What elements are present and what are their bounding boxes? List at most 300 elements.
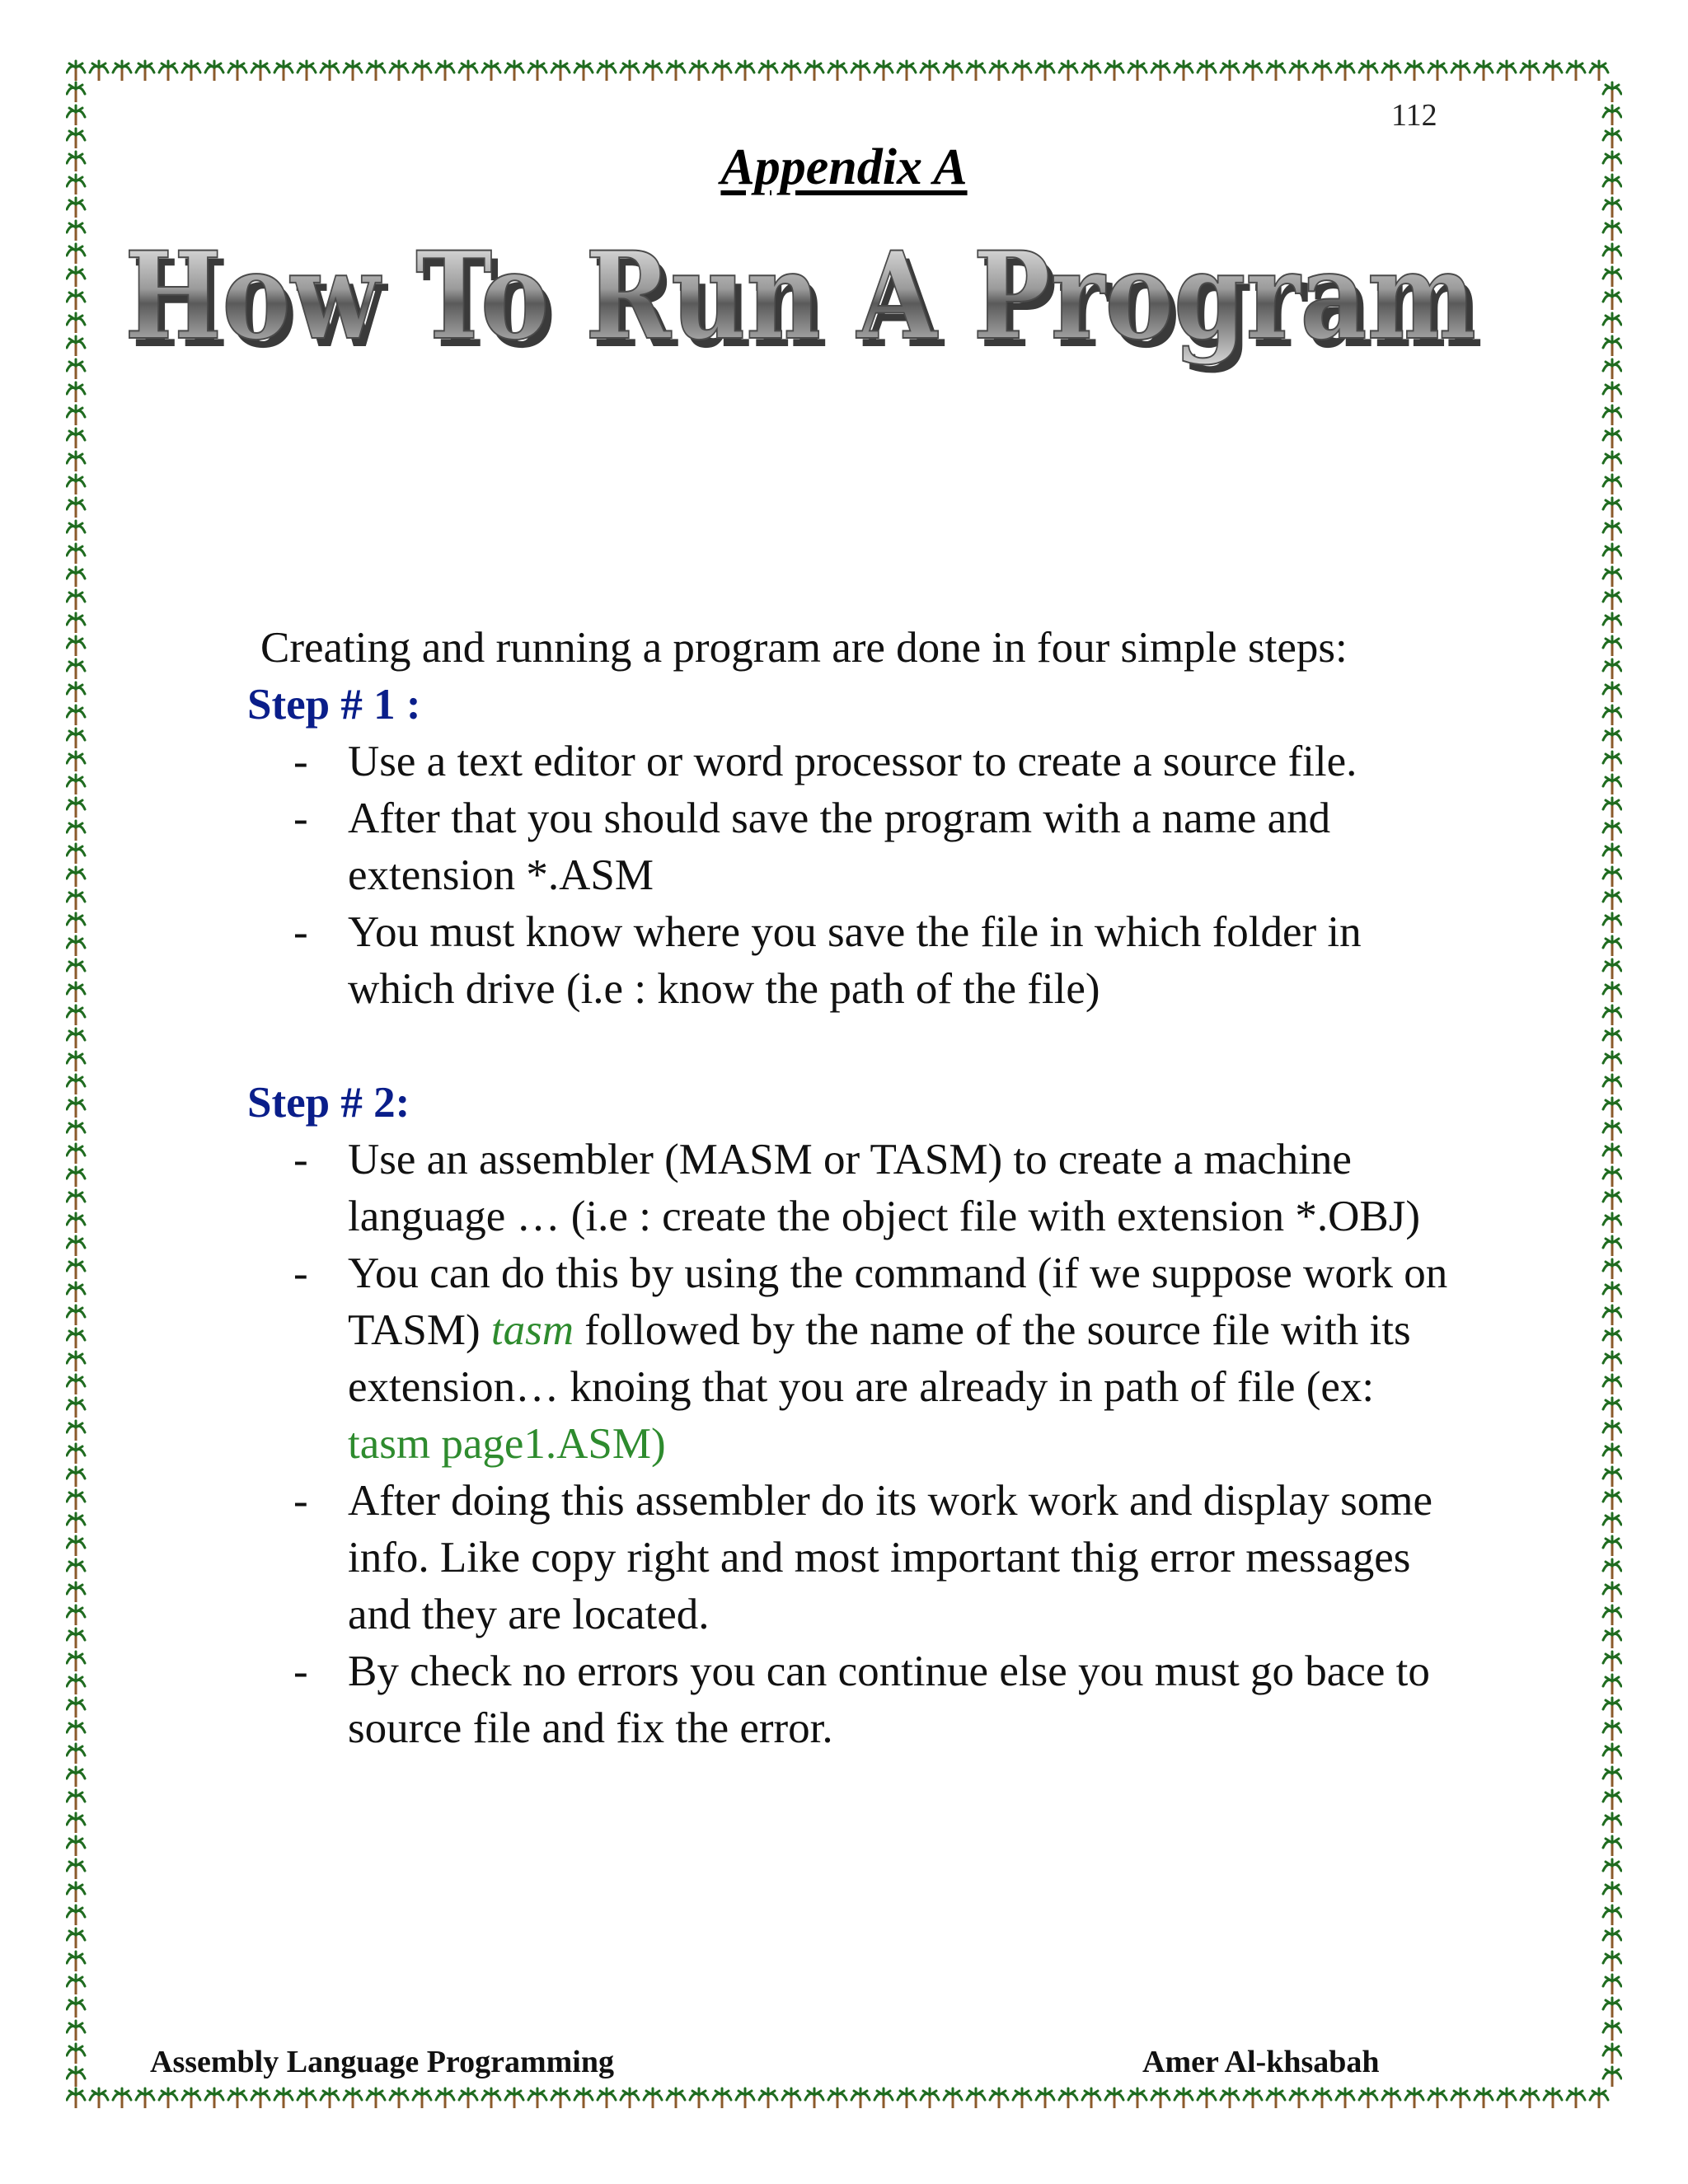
palm-tree-icon [967,2088,985,2108]
palm-tree-icon [1603,1421,1621,1441]
palm-tree-icon [67,1167,85,1187]
palm-tree-icon [67,1121,85,1141]
palm-tree-icon [1151,61,1170,81]
step-1-heading: Step # 1 : [247,681,421,729]
palm-tree-icon [551,2088,570,2108]
palm-tree-icon [1603,1167,1621,1187]
palm-tree-icon [1128,61,1146,81]
palm-tree-icon [1603,913,1621,933]
palm-tree-icon [1603,1052,1621,1071]
palm-tree-icon [1603,821,1621,841]
palm-tree-icon [1267,2088,1285,2108]
palm-tree-icon [67,1029,85,1048]
palm-tree-icon [1267,61,1285,81]
palm-tree-icon [67,313,85,333]
palm-tree-icon [67,1490,85,1510]
palm-tree-icon [621,2088,639,2108]
palm-tree-icon [1603,1029,1621,1048]
palm-tree-icon [67,1813,85,1833]
palm-tree-icon [67,244,85,264]
palm-tree-icon [67,1190,85,1210]
palm-tree-icon [1544,61,1562,81]
palm-tree-icon [1290,61,1308,81]
step-2-heading: Step # 2: [247,1079,410,1127]
palm-tree-icon [67,2067,85,2087]
palm-tree-icon [67,1905,85,1925]
palm-tree-icon [90,61,108,81]
palm-tree-icon [1603,1305,1621,1325]
palm-tree-icon [690,61,708,81]
palm-tree-icon [1382,61,1400,81]
palm-tree-icon [1175,2088,1193,2108]
palm-tree-icon [1603,1836,1621,1856]
palm-tree-icon [67,1213,85,1233]
palm-tree-icon [459,2088,477,2108]
palm-tree-icon [67,1790,85,1810]
palm-tree-icon [828,61,846,81]
palm-tree-icon [1603,844,1621,864]
palm-tree-icon [1105,2088,1123,2108]
palm-tree-icon [67,1998,85,2018]
palm-tree-icon [1603,1605,1621,1625]
palm-tree-icon [1603,244,1621,264]
palm-tree-icon [1013,2088,1031,2108]
palm-tree-icon [367,61,385,81]
palm-tree-icon [344,61,362,81]
palm-tree-icon [782,61,800,81]
palm-tree-icon [1603,1698,1621,1718]
palm-tree-icon [1603,567,1621,587]
palm-tree-icon [1175,61,1193,81]
palm-tree-icon [1603,1213,1621,1233]
palm-tree-icon [67,359,85,379]
palm-tree-icon [1603,798,1621,818]
palm-tree-icon [67,105,85,125]
step-1-list [247,733,1467,1018]
tasm-example: tasm page1.ASM) [348,1420,666,1468]
palm-tree-icon [1603,313,1621,333]
palm-tree-icon [713,61,731,81]
palm-tree-icon [67,1513,85,1533]
palm-tree-icon [898,2088,916,2108]
palm-tree-icon [67,821,85,841]
palm-tree-icon [551,61,570,81]
palm-tree-icon [1603,2044,1621,2064]
palm-tree-icon [67,521,85,541]
palm-tree-icon [90,2088,108,2108]
palm-tree-icon [1405,2088,1423,2108]
palm-tree-icon [67,290,85,310]
palm-tree-icon [67,1582,85,1602]
palm-tree-icon [1603,521,1621,541]
palm-tree-icon [1603,198,1621,218]
wordart-title [120,223,1504,387]
palm-tree-icon [1603,1652,1621,1671]
palm-tree-icon [1603,1075,1621,1094]
palm-tree-icon [967,61,985,81]
palm-tree-icon [67,1975,85,1994]
palm-tree-icon [1198,61,1216,81]
palm-tree-icon [1603,982,1621,1002]
palm-tree-icon [274,2088,293,2108]
palm-tree-icon [67,1929,85,1948]
step-2-list [247,1132,1467,1757]
palm-tree-icon [1603,1375,1621,1394]
palm-tree-icon [1603,544,1621,564]
palm-tree-icon [67,1652,85,1671]
palm-tree-icon [251,2088,270,2108]
palm-tree-icon [874,61,893,81]
palm-tree-icon [1521,61,1539,81]
palm-tree-icon [67,1352,85,1371]
palm-tree-icon [67,1559,85,1579]
palm-tree-icon [1603,1259,1621,1279]
palm-tree-icon [1151,2088,1170,2108]
palm-tree-icon [1603,429,1621,448]
palm-tree-icon [1603,959,1621,979]
palm-tree-icon [1603,1629,1621,1648]
palm-tree-icon [1603,1490,1621,1510]
palm-tree-icon [921,61,939,81]
palm-tree-icon [113,61,131,81]
palm-tree-icon [67,1052,85,1071]
palm-tree-icon [67,2021,85,2041]
palm-tree-icon [67,1605,85,1625]
palm-tree-icon [1382,2088,1400,2108]
palm-tree-icon [1603,82,1621,102]
palm-tree-icon [505,2088,523,2108]
palm-tree-icon [1603,267,1621,287]
palm-tree-icon [1244,61,1262,81]
palm-tree-icon [228,61,246,81]
palm-tree-icon [251,61,270,81]
palm-tree-icon [1105,61,1123,81]
palm-tree-icon [321,2088,339,2108]
palm-tree-icon [1603,1444,1621,1464]
palm-tree-icon [713,2088,731,2108]
palm-tree-icon [67,1952,85,1971]
palm-tree-icon [921,2088,939,2108]
palm-tree-icon [159,2088,177,2108]
palm-tree-icon [598,61,616,81]
palm-tree-icon [436,2088,454,2108]
palm-tree-icon [67,729,85,748]
appendix-title: Appendix A [720,139,968,195]
palm-tree-icon [67,1767,85,1787]
palm-tree-icon [67,1444,85,1464]
palm-tree-icon [759,2088,777,2108]
palm-tree-icon [1603,1675,1621,1694]
palm-tree-icon [1603,1721,1621,1741]
main-content [247,620,1467,1757]
palm-tree-icon [67,61,85,81]
palm-tree-icon [459,61,477,81]
palm-tree-icon [67,429,85,448]
palm-tree-icon [828,2088,846,2108]
palm-tree-icon [67,913,85,933]
palm-tree-icon [67,636,85,656]
palm-tree-icon [574,2088,593,2108]
palm-tree-icon [1603,1398,1621,1418]
palm-tree-icon [67,1421,85,1441]
palm-tree-icon [67,1836,85,1856]
palm-tree-icon [1603,1744,1621,1764]
wordart-shadow: How To Run A Program [131,234,1483,375]
palm-tree-icon [1603,2021,1621,2041]
palm-tree-icon [1603,1813,1621,1833]
palm-tree-icon [67,659,85,679]
palm-tree-icon [67,336,85,356]
list-item: - Use a text editor or word processor to create a source file. [293,738,1357,785]
palm-tree-icon [990,61,1008,81]
palm-tree-icon [67,405,85,425]
palm-tree-icon [944,2088,962,2108]
palm-tree-icon [67,1005,85,1025]
palm-tree-icon [1336,2088,1354,2108]
palm-tree-icon [1603,1236,1621,1256]
page-number: 112 [1391,98,1437,133]
palm-tree-icon [1603,752,1621,771]
palm-tree-icon [1244,2088,1262,2108]
palm-tree-icon [1221,2088,1239,2108]
palm-tree-icon [1036,2088,1054,2108]
list-item: - After doing this assembler do its work work and display some info. Like copy right and most important thig error messages and they are located. [293,1477,1432,1638]
palm-tree-icon [67,2044,85,2064]
palm-tree-icon [1128,2088,1146,2108]
palm-tree-icon [113,2088,131,2108]
palm-tree-icon [528,61,546,81]
palm-tree-icon [67,1236,85,1256]
palm-tree-icon [67,1698,85,1718]
palm-tree-icon [182,61,200,81]
palm-tree-icon [1359,61,1377,81]
palm-tree-icon [67,844,85,864]
palm-tree-icon [1590,2088,1608,2108]
palm-tree-icon [1082,2088,1100,2108]
palm-tree-icon [67,1744,85,1764]
palm-tree-icon [1498,2088,1516,2108]
palm-tree-icon [1082,61,1100,81]
palm-tree-icon [482,2088,500,2108]
palm-tree-icon [528,2088,546,2108]
palm-tree-icon [182,2088,200,2108]
palm-tree-icon [1603,1190,1621,1210]
palm-tree-icon [67,798,85,818]
palm-tree-icon [759,61,777,81]
palm-tree-icon [67,1675,85,1694]
tasm-command: tasm [490,1306,574,1354]
palm-tree-icon [621,61,639,81]
palm-tree-icon [67,1629,85,1648]
palm-tree-icon [1603,936,1621,956]
palm-tree-icon [1603,1975,1621,1994]
palm-tree-icon [1603,105,1621,125]
palm-tree-icon [598,2088,616,2108]
palm-tree-icon [1603,405,1621,425]
palm-tree-icon [898,61,916,81]
palm-tree-icon [67,682,85,702]
palm-tree-icon [344,2088,362,2108]
palm-tree-icon [1603,1998,1621,2018]
palm-tree-icon [67,498,85,518]
palm-tree-icon [1336,61,1354,81]
palm-tree-icon [1603,682,1621,702]
palm-tree-icon [1475,61,1493,81]
palm-tree-icon [1313,2088,1331,2108]
palm-tree-icon [1013,61,1031,81]
palm-tree-icon [67,198,85,218]
palm-tree-icon [67,1144,85,1164]
palm-tree-icon [1603,1005,1621,1025]
palm-tree-icon [1603,636,1621,656]
palm-tree-icon [1603,290,1621,310]
palm-tree-icon [136,61,154,81]
intro-paragraph: Creating and running a program are done in four simple steps: [260,624,1348,672]
palm-tree-icon [1603,498,1621,518]
palm-tree-icon [205,2088,223,2108]
palm-tree-icon [805,2088,823,2108]
palm-tree-icon [667,2088,685,2108]
palm-tree-icon [1590,61,1608,81]
palm-tree-icon [1603,221,1621,241]
palm-tree-icon [67,1467,85,1487]
palm-tree-icon [1603,775,1621,794]
palm-tree-icon [1428,2088,1447,2108]
palm-tree-icon [67,1859,85,1879]
palm-tree-icon [67,982,85,1002]
palm-tree-icon [1603,336,1621,356]
palm-tree-icon [505,61,523,81]
palm-tree-icon [736,2088,754,2108]
palm-tree-icon [1198,2088,1216,2108]
palm-tree-icon [67,82,85,102]
palm-tree-icon [1603,1559,1621,1579]
palm-tree-icon [228,2088,246,2108]
palm-tree-icon [482,61,500,81]
palm-tree-icon [1451,61,1470,81]
palm-tree-icon [274,61,293,81]
palm-tree-icon [1603,1929,1621,1948]
list-item: - You can do this by using the command (if we suppose work on TASM) tasm followed by the name of the source file with its extension… knoing that you are already in path of file (ex: tasm page1.ASM) [293,1249,1448,1468]
palm-tree-icon [67,1721,85,1741]
palm-tree-icon [67,705,85,725]
palm-tree-icon [1603,659,1621,679]
palm-tree-icon [67,267,85,287]
palm-tree-icon [644,61,662,81]
palm-tree-icon [782,2088,800,2108]
palm-tree-icon [413,2088,431,2108]
palm-tree-icon [67,544,85,564]
palm-tree-icon [667,61,685,81]
palm-tree-icon [874,2088,893,2108]
palm-tree-icon [1603,1282,1621,1302]
palm-tree-icon [67,1305,85,1325]
palm-tree-icon [67,936,85,956]
palm-tree-icon [990,2088,1008,2108]
palm-tree-icon [1603,1513,1621,1533]
palm-tree-icon [1603,867,1621,887]
palm-tree-icon [390,61,408,81]
footer-book-title: Assembly Language Programming [150,2045,614,2079]
palm-tree-icon [67,1536,85,1556]
palm-tree-icon [67,1075,85,1094]
palm-tree-icon [1603,359,1621,379]
palm-tree-icon [1603,1144,1621,1164]
list-item: - Use an assembler (MASM or TASM) to create a machine language … (i.e : create the object file with extension *.OBJ) [293,1136,1421,1240]
palm-tree-icon [298,61,316,81]
palm-tree-icon [644,2088,662,2108]
palm-tree-icon [1451,2088,1470,2108]
palm-tree-icon [67,2088,85,2108]
palm-tree-icon [67,752,85,771]
palm-tree-icon [574,61,593,81]
palm-tree-icon [1603,1767,1621,1787]
palm-tree-icon [67,1882,85,1902]
palm-tree-icon [136,2088,154,2108]
palm-tree-icon [1475,2088,1493,2108]
palm-tree-icon [67,959,85,979]
palm-tree-icon [1603,452,1621,471]
palm-tree-icon [67,1375,85,1394]
palm-tree-icon [67,590,85,610]
palm-tree-icon [1603,590,1621,610]
palm-tree-icon [67,567,85,587]
palm-tree-icon [1603,1952,1621,1971]
palm-tree-icon [67,890,85,910]
palm-tree-icon [67,475,85,494]
palm-tree-icon [1603,1790,1621,1810]
palm-tree-icon [67,1259,85,1279]
palm-tree-icon [67,382,85,402]
palm-tree-icon [1359,2088,1377,2108]
palm-tree-icon [944,61,962,81]
palm-tree-icon [1603,1859,1621,1879]
palm-tree-icon [1567,61,1585,81]
palm-tree-icon [690,2088,708,2108]
palm-tree-icon [1603,382,1621,402]
palm-tree-icon [413,61,431,81]
footer-author: Amer Al-khsabah [1142,2045,1380,2079]
palm-tree-icon [851,2088,870,2108]
palm-tree-icon [1059,61,1077,81]
palm-tree-icon [436,61,454,81]
palm-tree-icon [1567,2088,1585,2108]
palm-tree-icon [67,221,85,241]
palm-tree-icon [1603,475,1621,494]
wordart-text: How To Run A Program [124,226,1476,367]
palm-tree-icon [1428,61,1447,81]
palm-tree-icon [1313,61,1331,81]
palm-tree-icon [1603,1882,1621,1902]
palm-tree-icon [1221,61,1239,81]
palm-tree-icon [1603,729,1621,748]
palm-tree-icon [1603,2067,1621,2087]
palm-tree-icon [67,613,85,633]
palm-tree-icon [390,2088,408,2108]
palm-tree-icon [321,61,339,81]
palm-tree-icon [1498,61,1516,81]
list-item: - After that you should save the program with a name and extension *.ASM [293,794,1331,899]
palm-tree-icon [67,775,85,794]
palm-tree-icon [1603,1121,1621,1141]
palm-tree-icon [367,2088,385,2108]
palm-tree-icon [1603,705,1621,725]
palm-tree-icon [805,61,823,81]
palm-tree-icon [1290,2088,1308,2108]
palm-tree-icon [1603,1582,1621,1602]
palm-tree-icon [67,1282,85,1302]
palm-tree-icon [159,61,177,81]
